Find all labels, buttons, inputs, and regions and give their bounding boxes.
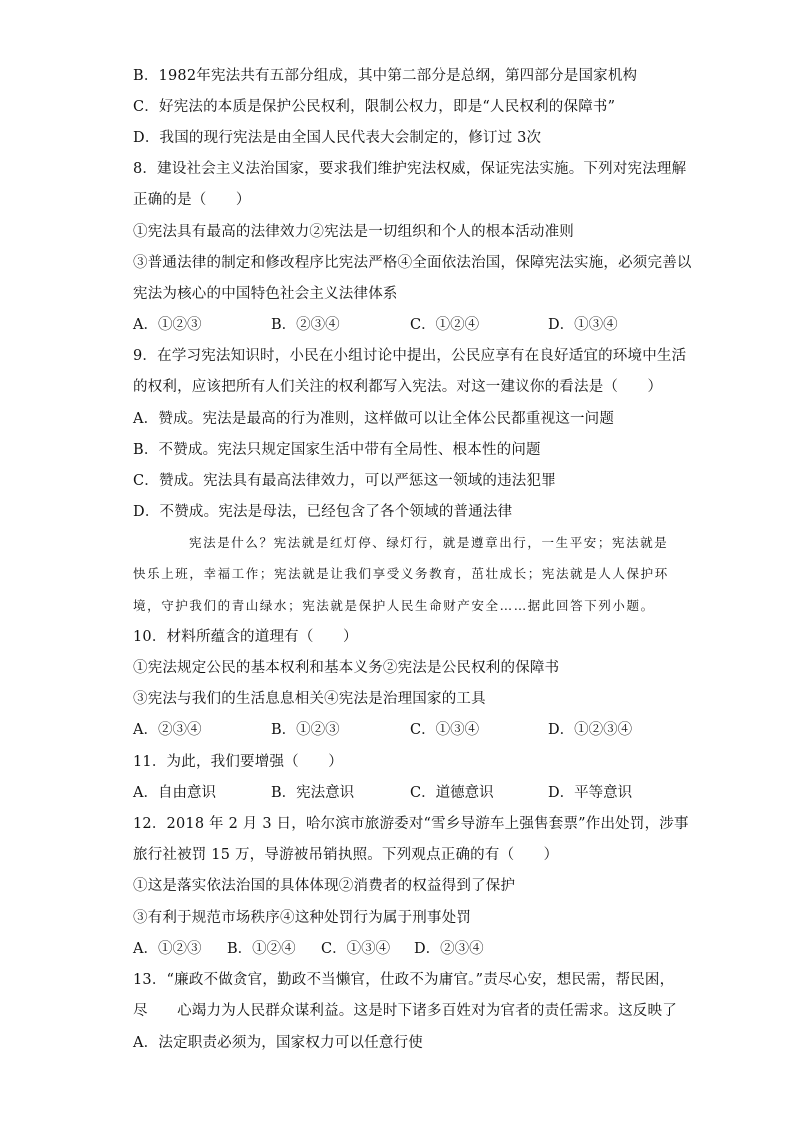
- q10-option-a: A．②③④: [133, 722, 202, 738]
- q12-option-b: B．①②④: [227, 941, 296, 957]
- q9-option-b: B．不赞成。宪法只规定国家生活中带有全局性、根本性的问题: [133, 442, 541, 458]
- q11-option-d: D．平等意识: [548, 785, 633, 801]
- q7-option-c: C．好宪法的本质是保护公民权利，限制公权力，即是“人民权利的保障书”: [133, 99, 616, 115]
- q9-stem-line1: 9．在学习宪法知识时，小民在小组讨论中提出，公民应享有在良好适宜的环境中生活: [133, 348, 687, 364]
- q10-option-b: B．①②③: [271, 722, 340, 738]
- q12-stem-line2: 旅行社被罚 15 万，导游被吊销执照。下列观点正确的有（ ）: [133, 847, 559, 863]
- q13-stem-line1: 13．“廉政不做贪官，勤政不当懒官，仕政不为庸官。”责尽心安，想民需，帮民困，: [133, 972, 675, 988]
- q8-option-c: C．①②④: [410, 317, 480, 333]
- q9-option-a: A．赞成。宪法是最高的行为准则，这样做可以让全体公民都重视这一问题: [133, 411, 615, 427]
- q8-options: [133, 315, 693, 335]
- q12-option-d: D．②③④: [414, 941, 484, 957]
- q10-statement-1: ①宪法规定公民的基本权利和基本义务②宪法是公民权利的保障书: [133, 660, 560, 676]
- q7-option-d: D．我国的现行宪法是由全国人民代表大会制定的，修订过 3次: [133, 130, 542, 146]
- q13-option-a: A．法定职责必须为，国家权力可以任意行使: [133, 1035, 423, 1051]
- q13-stem-line2: 尽 心竭力为人民群众谋利益。这是时下诸多百姓对为官者的责任需求。这反映了: [133, 1003, 677, 1019]
- q10-option-d: D．①②③④: [548, 722, 633, 738]
- q12-options: [133, 939, 693, 959]
- q8-statement-1: ①宪法具有最高的法律效力②宪法是一切组织和个人的根本活动准则: [133, 224, 574, 240]
- q8-statement-3: 宪法为核心的中国特色社会主义法律体系: [133, 286, 398, 302]
- q12-option-c: C．①③④: [321, 941, 391, 957]
- q10-statement-2: ③宪法与我们的生活息息相关④宪法是治理国家的工具: [133, 691, 486, 707]
- q8-stem-line2: 正确的是（ ）: [133, 192, 251, 208]
- material-line3: 境，守护我们的青山绿水；宪法就是保护人民生命财产安全……据此回答下列小题。: [133, 598, 655, 613]
- q10-options: [133, 720, 693, 740]
- q8-option-a: A．①②③: [133, 317, 202, 333]
- material-line1: 宪法是什么？宪法就是红灯停、绿灯行，就是遵章出行，一生平安；宪法就是: [189, 535, 669, 550]
- q12-stem-line1: 12．2018 年 2 月 3 日，哈尔滨市旅游委对“雪乡导游车上强售套票”作出处罚，涉事: [133, 816, 689, 832]
- q8-statement-2: ③普通法律的制定和修改程序比宪法严格④全面依法治国，保障宪法实施，必须完善以: [133, 255, 692, 271]
- q11-options: [133, 783, 693, 803]
- q12-statement-1: ①这是落实依法治国的具体体现②消费者的权益得到了保护: [133, 878, 516, 894]
- q8-option-b: B．②③④: [271, 317, 340, 333]
- q10-option-c: C．①③④: [410, 722, 480, 738]
- q12-option-a: A．①②③: [133, 941, 202, 957]
- q11-stem: 11．为此，我们要增强（ ）: [133, 754, 343, 770]
- q8-stem-line1: 8．建设社会主义法治国家，要求我们维护宪法权威，保证宪法实施。下列对宪法理解: [133, 161, 687, 177]
- q9-option-d: D．不赞成。宪法是母法，已经包含了各个领域的普通法律: [133, 504, 513, 520]
- q7-option-b: B．1982年宪法共有五部分组成，其中第二部分是总纲，第四部分是国家机构: [133, 68, 638, 84]
- material-line2: 快乐上班，幸福工作；宪法就是让我们享受义务教育，茁壮成长；宪法就是人人保护环: [133, 566, 669, 581]
- q12-statement-2: ③有利于规范市场秩序④这种处罚行为属于刑事处罚: [133, 910, 472, 926]
- q10-stem: 10．材料所蕴含的道理有（ ）: [133, 629, 358, 645]
- q11-option-a: A．自由意识: [133, 785, 216, 801]
- q8-option-d: D．①③④: [548, 317, 618, 333]
- q11-option-b: B．宪法意识: [271, 785, 355, 801]
- q9-stem-line2: 的权利，应该把所有人们关注的权利都写入宪法。对这一建议你的看法是（ ）: [133, 379, 663, 395]
- q11-option-c: C．道德意识: [410, 785, 494, 801]
- q9-option-c: C．赞成。宪法具有最高法律效力，可以严惩这一领域的违法犯罪: [133, 473, 556, 489]
